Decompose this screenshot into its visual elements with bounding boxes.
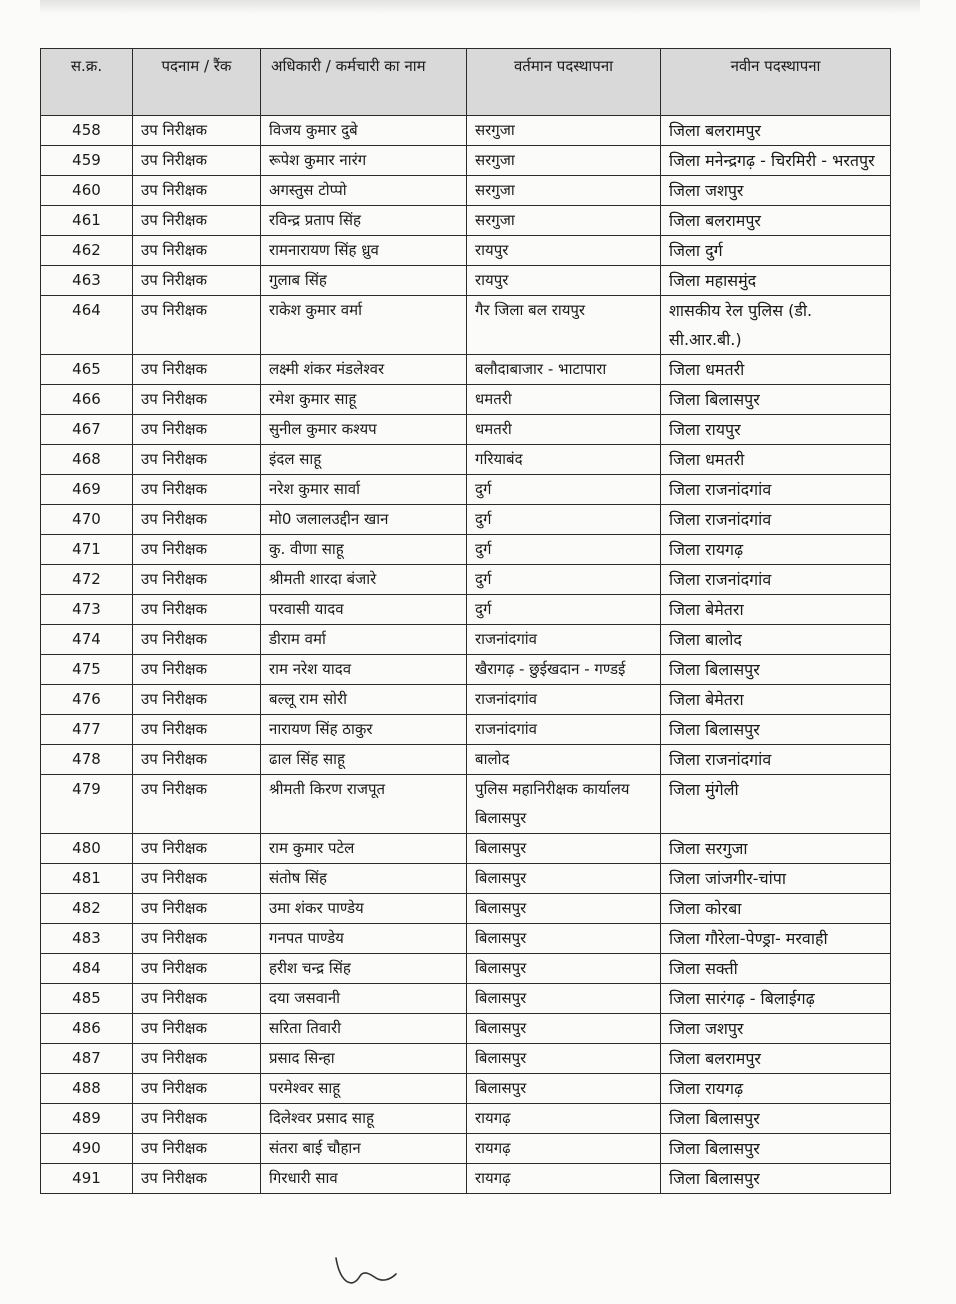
row-new-posting: जिला जांजगीर-चांपा [661, 864, 891, 894]
row-current-posting: दुर्ग [467, 565, 661, 595]
row-new-posting: जिला बेमेतरा [661, 595, 891, 625]
row-serial-number: 459 [41, 146, 133, 176]
row-current-posting: धमतरी [467, 415, 661, 445]
table-row [41, 834, 891, 864]
table-row [41, 116, 891, 146]
row-rank: उप निरीक्षक [133, 445, 261, 475]
row-current-posting: खैरागढ़ - छुईखदान - गण्डई [467, 655, 661, 685]
row-officer-name: दिलेश्वर प्रसाद साहू [261, 1104, 467, 1134]
row-serial-number: 471 [41, 535, 133, 565]
row-officer-name: श्रीमती शारदा बंजारे [261, 565, 467, 595]
row-current-posting: रायगढ़ [467, 1164, 661, 1194]
row-serial-number: 474 [41, 625, 133, 655]
row-rank: उप निरीक्षक [133, 625, 261, 655]
row-serial-number: 463 [41, 266, 133, 296]
row-serial-number: 460 [41, 176, 133, 206]
row-rank: उप निरीक्षक [133, 864, 261, 894]
row-new-posting: जिला रायगढ़ [661, 535, 891, 565]
row-rank: उप निरीक्षक [133, 685, 261, 715]
row-officer-name: विजय कुमार दुबे [261, 116, 467, 146]
row-officer-name: नरेश कुमार सार्वा [261, 475, 467, 505]
table-row [41, 775, 891, 834]
row-rank: उप निरीक्षक [133, 565, 261, 595]
row-officer-name: कु. वीणा साहू [261, 535, 467, 565]
row-serial-number: 488 [41, 1074, 133, 1104]
row-rank: उप निरीक्षक [133, 355, 261, 385]
row-officer-name: प्रसाद सिन्हा [261, 1044, 467, 1074]
row-new-posting: जिला बिलासपुर [661, 1164, 891, 1194]
row-current-posting: बिलासपुर [467, 954, 661, 984]
row-officer-name: बल्लू राम सोरी [261, 685, 467, 715]
row-serial-number: 477 [41, 715, 133, 745]
row-serial-number: 461 [41, 206, 133, 236]
row-new-posting: जिला बिलासपुर [661, 655, 891, 685]
row-new-posting: जिला बिलासपुर [661, 1134, 891, 1164]
row-new-posting: जिला धमतरी [661, 445, 891, 475]
table-row [41, 1104, 891, 1134]
row-new-posting: जिला राजनांदगांव [661, 475, 891, 505]
row-rank: उप निरीक्षक [133, 924, 261, 954]
row-serial-number: 458 [41, 116, 133, 146]
row-new-posting: जिला सारंगढ़ - बिलाईगढ़ [661, 984, 891, 1014]
row-officer-name: गुलाब सिंह [261, 266, 467, 296]
table-row [41, 595, 891, 625]
row-current-posting: बिलासपुर [467, 984, 661, 1014]
row-new-posting: जिला बिलासपुर [661, 715, 891, 745]
row-officer-name: श्रीमती किरण राजपूत [261, 775, 467, 834]
row-current-posting: बालोद [467, 745, 661, 775]
row-new-posting: जिला धमतरी [661, 355, 891, 385]
table-row [41, 685, 891, 715]
table-row [41, 1014, 891, 1044]
row-new-posting: जिला बिलासपुर [661, 1104, 891, 1134]
row-serial-number: 472 [41, 565, 133, 595]
row-serial-number: 482 [41, 894, 133, 924]
row-officer-name: गनपत पाण्डेय [261, 924, 467, 954]
table-row [41, 236, 891, 266]
table-row [41, 864, 891, 894]
row-rank: उप निरीक्षक [133, 984, 261, 1014]
header-name: अधिकारी / कर्मचारी का नाम [261, 49, 467, 116]
table-row [41, 535, 891, 565]
row-serial-number: 465 [41, 355, 133, 385]
row-current-posting: बिलासपुर [467, 1044, 661, 1074]
row-officer-name: मो0 जलालउद्दीन खान [261, 505, 467, 535]
row-serial-number: 473 [41, 595, 133, 625]
row-officer-name: लक्ष्मी शंकर मंडलेश्वर [261, 355, 467, 385]
row-rank: उप निरीक्षक [133, 1164, 261, 1194]
row-new-posting: जिला मुंगेली [661, 775, 891, 834]
row-new-posting: जिला दुर्ग [661, 236, 891, 266]
table-row [41, 296, 891, 355]
row-officer-name: संतोष सिंह [261, 864, 467, 894]
transfer-table [40, 48, 891, 1194]
row-officer-name: अगस्तुस टोप्पो [261, 176, 467, 206]
row-serial-number: 486 [41, 1014, 133, 1044]
row-current-posting: बलौदाबाजार - भाटापारा [467, 355, 661, 385]
row-current-posting: गरियाबंद [467, 445, 661, 475]
row-rank: उप निरीक्षक [133, 1074, 261, 1104]
signature-mark [330, 1252, 400, 1292]
row-serial-number: 483 [41, 924, 133, 954]
row-serial-number: 462 [41, 236, 133, 266]
row-current-posting: सरगुजा [467, 176, 661, 206]
row-serial-number: 470 [41, 505, 133, 535]
row-serial-number: 479 [41, 775, 133, 834]
row-officer-name: नारायण सिंह ठाकुर [261, 715, 467, 745]
row-rank: उप निरीक्षक [133, 505, 261, 535]
header-current-posting: वर्तमान पदस्थापना [467, 49, 661, 116]
row-officer-name: रविन्द्र प्रताप सिंह [261, 206, 467, 236]
row-rank: उप निरीक्षक [133, 1104, 261, 1134]
row-rank: उप निरीक्षक [133, 385, 261, 415]
table-row [41, 1134, 891, 1164]
row-rank: उप निरीक्षक [133, 415, 261, 445]
row-serial-number: 468 [41, 445, 133, 475]
row-current-posting: सरगुजा [467, 206, 661, 236]
row-rank: उप निरीक्षक [133, 655, 261, 685]
row-rank: उप निरीक्षक [133, 266, 261, 296]
row-serial-number: 480 [41, 834, 133, 864]
row-rank: उप निरीक्षक [133, 296, 261, 355]
row-current-posting: रायपुर [467, 236, 661, 266]
row-new-posting: जिला बलरामपुर [661, 206, 891, 236]
row-new-posting: जिला राजनांदगांव [661, 745, 891, 775]
row-officer-name: दया जसवानी [261, 984, 467, 1014]
row-serial-number: 485 [41, 984, 133, 1014]
row-current-posting: गैर जिला बल रायपुर [467, 296, 661, 355]
row-new-posting: जिला सक्ती [661, 954, 891, 984]
row-serial-number: 466 [41, 385, 133, 415]
row-serial-number: 491 [41, 1164, 133, 1194]
table-row [41, 1074, 891, 1104]
table-row [41, 565, 891, 595]
row-officer-name: परमेश्वर साहू [261, 1074, 467, 1104]
row-rank: उप निरीक्षक [133, 146, 261, 176]
row-rank: उप निरीक्षक [133, 176, 261, 206]
row-new-posting: जिला बेमेतरा [661, 685, 891, 715]
row-new-posting: जिला रायगढ़ [661, 1074, 891, 1104]
table-row [41, 1164, 891, 1194]
row-serial-number: 469 [41, 475, 133, 505]
row-current-posting: बिलासपुर [467, 864, 661, 894]
table-row [41, 176, 891, 206]
row-new-posting: जिला गौरेला-पेण्ड्रा- मरवाही [661, 924, 891, 954]
header-new-posting: नवीन पदस्थापना [661, 49, 891, 116]
row-rank: उप निरीक्षक [133, 116, 261, 146]
row-current-posting: राजनांदगांव [467, 685, 661, 715]
table-row [41, 984, 891, 1014]
row-officer-name: सुनील कुमार कश्यप [261, 415, 467, 445]
table-row [41, 505, 891, 535]
row-serial-number: 476 [41, 685, 133, 715]
row-serial-number: 475 [41, 655, 133, 685]
row-new-posting: जिला जशपुर [661, 1014, 891, 1044]
row-rank: उप निरीक्षक [133, 1134, 261, 1164]
row-new-posting: जिला राजनांदगांव [661, 565, 891, 595]
row-current-posting: पुलिस महानिरीक्षक कार्यालय बिलासपुर [467, 775, 661, 834]
row-current-posting: बिलासपुर [467, 1014, 661, 1044]
row-serial-number: 489 [41, 1104, 133, 1134]
row-current-posting: बिलासपुर [467, 834, 661, 864]
table-row [41, 146, 891, 176]
row-officer-name: डीराम वर्मा [261, 625, 467, 655]
table-row [41, 954, 891, 984]
row-current-posting: दुर्ग [467, 595, 661, 625]
row-rank: उप निरीक्षक [133, 775, 261, 834]
row-rank: उप निरीक्षक [133, 834, 261, 864]
table-row [41, 894, 891, 924]
row-rank: उप निरीक्षक [133, 236, 261, 266]
row-new-posting: जिला मनेन्द्रगढ़ - चिरमिरी - भरतपुर [661, 146, 891, 176]
row-rank: उप निरीक्षक [133, 894, 261, 924]
table-row [41, 206, 891, 236]
row-serial-number: 464 [41, 296, 133, 355]
row-officer-name: हरीश चन्द्र सिंह [261, 954, 467, 984]
row-new-posting: जिला बलरामपुर [661, 1044, 891, 1074]
row-officer-name: गिरधारी साव [261, 1164, 467, 1194]
row-new-posting: जिला सरगुजा [661, 834, 891, 864]
row-new-posting: जिला कोरबा [661, 894, 891, 924]
row-rank: उप निरीक्षक [133, 595, 261, 625]
row-current-posting: बिलासपुर [467, 1074, 661, 1104]
header-row [41, 49, 891, 116]
row-officer-name: रमेश कुमार साहू [261, 385, 467, 415]
row-new-posting: जिला बिलासपुर [661, 385, 891, 415]
row-serial-number: 487 [41, 1044, 133, 1074]
row-officer-name: सरिता तिवारी [261, 1014, 467, 1044]
row-officer-name: राकेश कुमार वर्मा [261, 296, 467, 355]
row-new-posting: जिला राजनांदगांव [661, 505, 891, 535]
row-serial-number: 490 [41, 1134, 133, 1164]
row-current-posting: रायगढ़ [467, 1104, 661, 1134]
row-serial-number: 467 [41, 415, 133, 445]
table-row [41, 415, 891, 445]
scan-edge-shadow [40, 0, 920, 14]
row-current-posting: राजनांदगांव [467, 715, 661, 745]
row-rank: उप निरीक्षक [133, 1044, 261, 1074]
header-rank: पदनाम / रैंक [133, 49, 261, 116]
row-current-posting: सरगुजा [467, 146, 661, 176]
row-rank: उप निरीक्षक [133, 954, 261, 984]
row-officer-name: इंदल साहू [261, 445, 467, 475]
table-header [41, 49, 891, 116]
table-row [41, 1044, 891, 1074]
table-row [41, 445, 891, 475]
row-officer-name: संतरा बाई चौहान [261, 1134, 467, 1164]
row-current-posting: रायपुर [467, 266, 661, 296]
row-officer-name: ढाल सिंह साहू [261, 745, 467, 775]
table-row [41, 745, 891, 775]
table-row [41, 475, 891, 505]
row-rank: उप निरीक्षक [133, 475, 261, 505]
row-new-posting: जिला जशपुर [661, 176, 891, 206]
row-current-posting: दुर्ग [467, 475, 661, 505]
row-officer-name: रूपेश कुमार नारंग [261, 146, 467, 176]
table-row [41, 385, 891, 415]
row-officer-name: राम नरेश यादव [261, 655, 467, 685]
row-officer-name: उमा शंकर पाण्डेय [261, 894, 467, 924]
row-rank: उप निरीक्षक [133, 206, 261, 236]
row-rank: उप निरीक्षक [133, 745, 261, 775]
row-new-posting: जिला बालोद [661, 625, 891, 655]
row-new-posting: शासकीय रेल पुलिस (डी. सी.आर.बी.) [661, 296, 891, 355]
row-rank: उप निरीक्षक [133, 1014, 261, 1044]
header-sno: स.क्र. [41, 49, 133, 116]
row-serial-number: 478 [41, 745, 133, 775]
row-current-posting: रायगढ़ [467, 1134, 661, 1164]
row-serial-number: 484 [41, 954, 133, 984]
row-serial-number: 481 [41, 864, 133, 894]
row-current-posting: राजनांदगांव [467, 625, 661, 655]
row-rank: उप निरीक्षक [133, 535, 261, 565]
row-current-posting: बिलासपुर [467, 894, 661, 924]
row-current-posting: दुर्ग [467, 535, 661, 565]
row-new-posting: जिला महासमुंद [661, 266, 891, 296]
table-row [41, 266, 891, 296]
table-row [41, 625, 891, 655]
row-officer-name: रामनारायण सिंह ध्रुव [261, 236, 467, 266]
row-new-posting: जिला रायपुर [661, 415, 891, 445]
row-new-posting: जिला बलरामपुर [661, 116, 891, 146]
table-row [41, 715, 891, 745]
row-current-posting: धमतरी [467, 385, 661, 415]
table-body [41, 116, 891, 1194]
row-officer-name: राम कुमार पटेल [261, 834, 467, 864]
row-current-posting: बिलासपुर [467, 924, 661, 954]
row-rank: उप निरीक्षक [133, 715, 261, 745]
row-current-posting: सरगुजा [467, 116, 661, 146]
row-current-posting: दुर्ग [467, 505, 661, 535]
table-row [41, 655, 891, 685]
table-row [41, 355, 891, 385]
table-row [41, 924, 891, 954]
row-officer-name: परवासी यादव [261, 595, 467, 625]
